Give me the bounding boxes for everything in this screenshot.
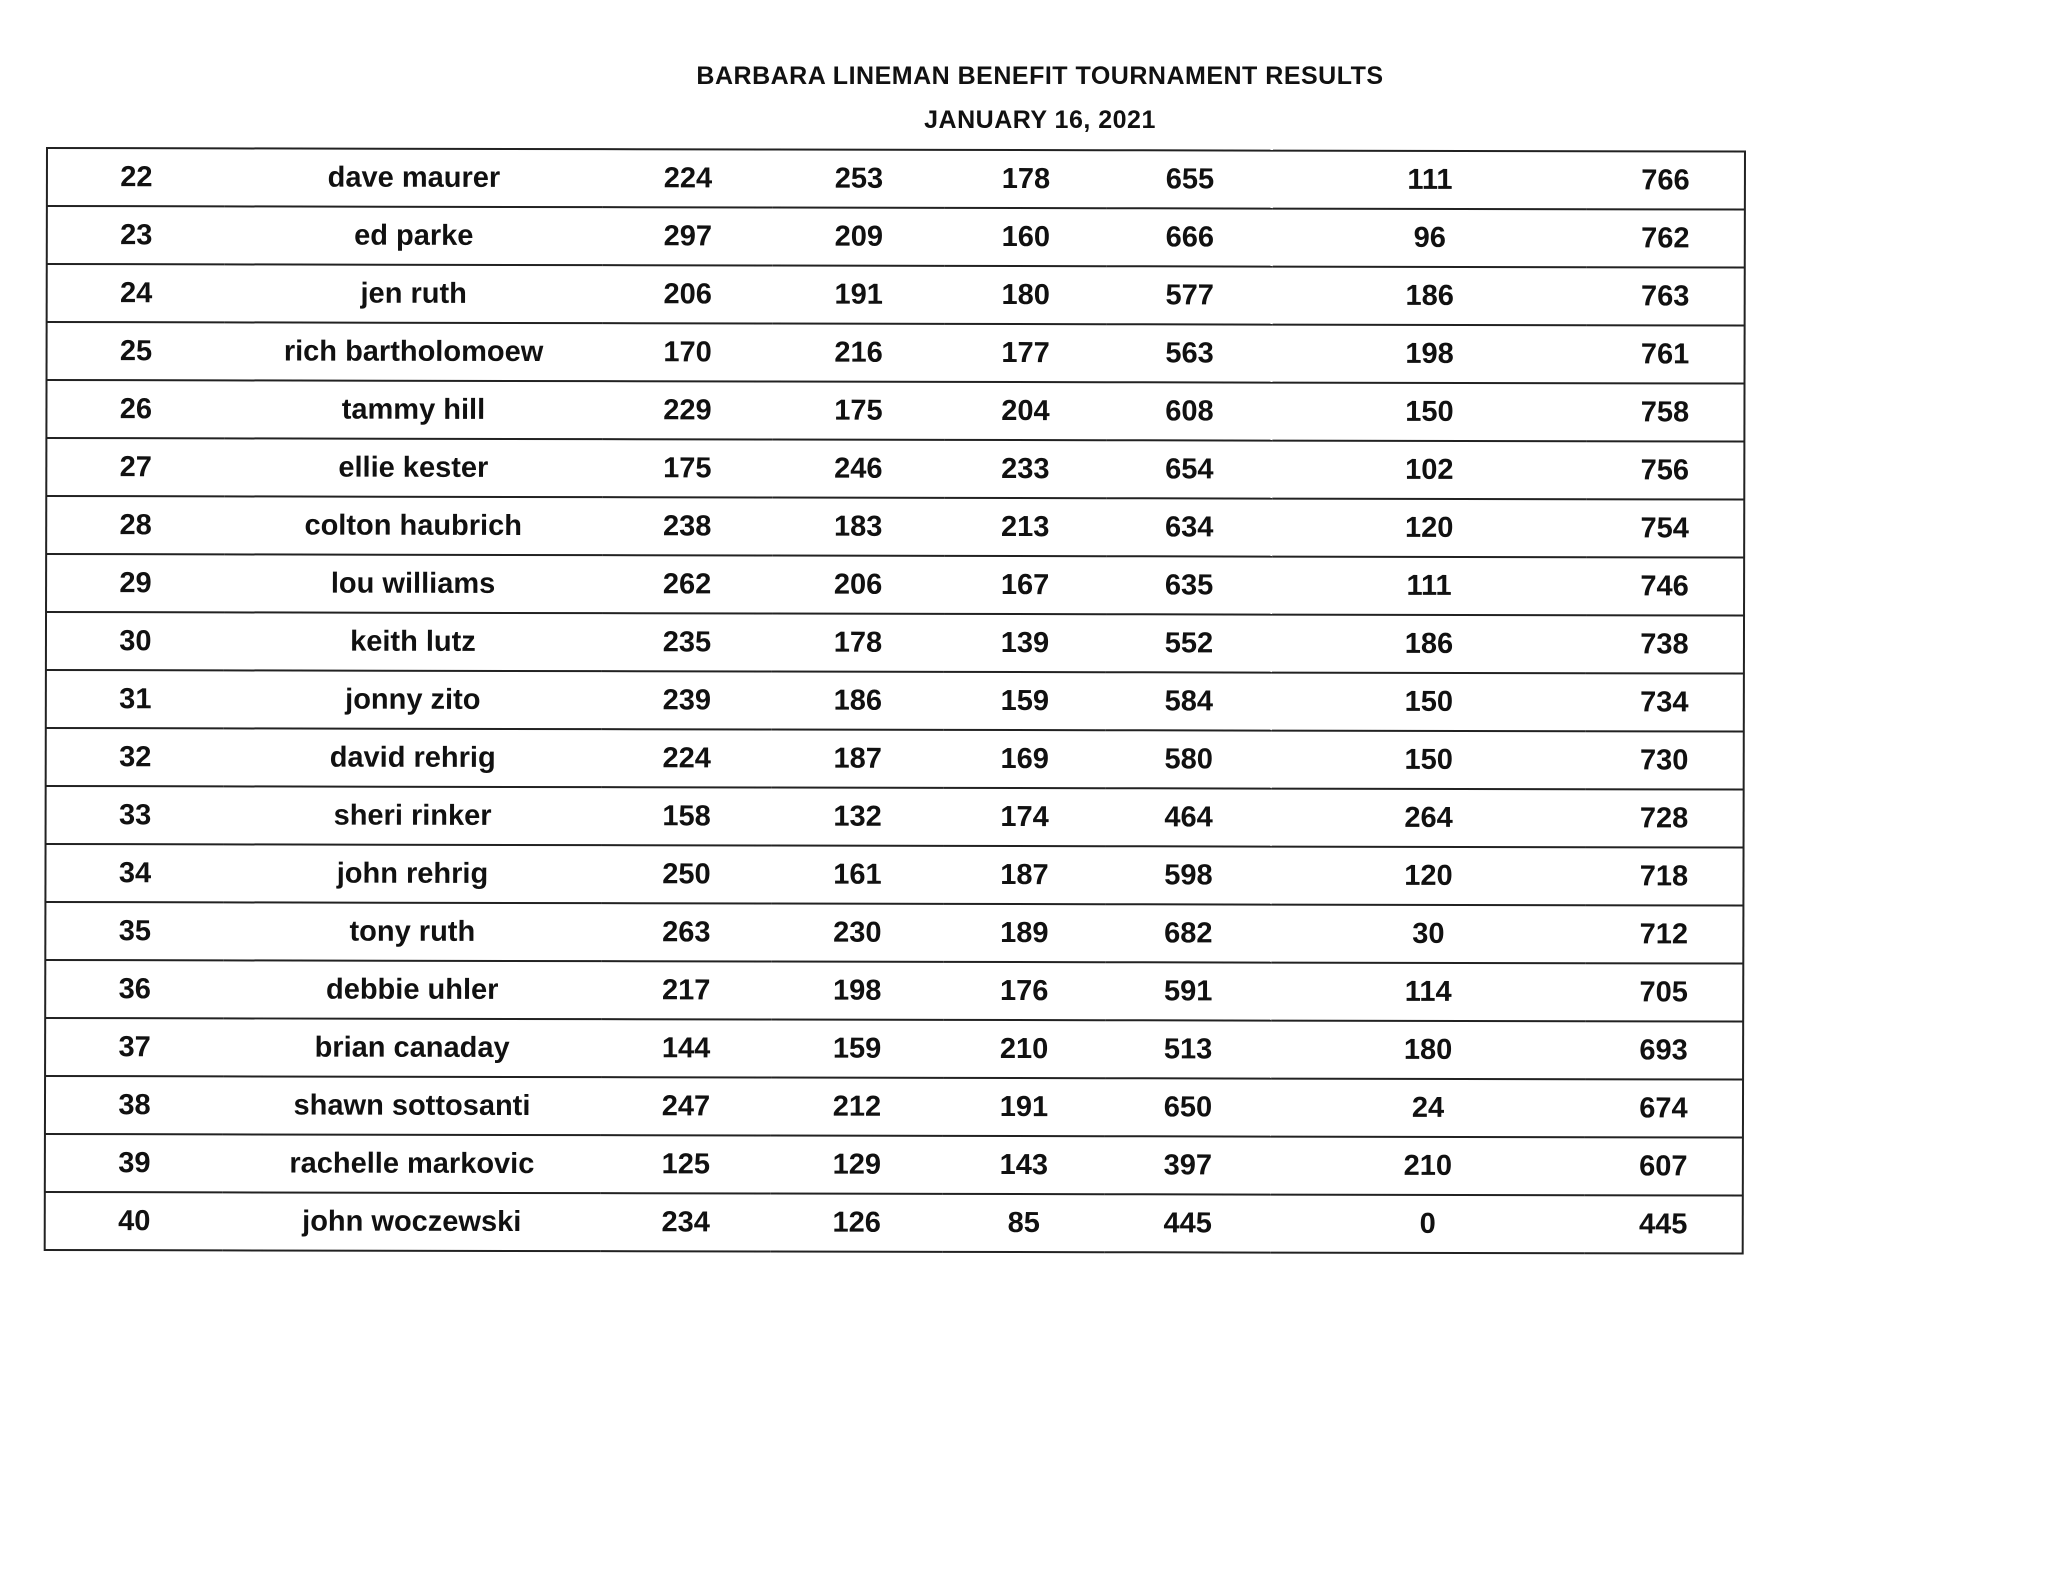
scratch-total-cell: 655 [1107, 150, 1273, 208]
bowler-name-cell: john rehrig [223, 844, 601, 903]
table-row [46, 728, 1744, 790]
bowler-name-cell: ed parke [225, 206, 603, 265]
bowler-name-cell: david rehrig [224, 728, 602, 787]
place-cell: 29 [46, 554, 224, 612]
total-cell: 674 [1585, 1079, 1743, 1137]
scratch-total-cell: 666 [1107, 208, 1273, 266]
game-2-cell: 175 [772, 382, 944, 440]
game-3-cell: 159 [944, 672, 1106, 730]
game-2-cell: 198 [771, 962, 943, 1020]
scratch-total-cell: 608 [1106, 382, 1272, 440]
handicap-cell: 96 [1273, 209, 1587, 268]
bowler-name-cell: jen ruth [225, 264, 603, 323]
total-cell: 445 [1585, 1195, 1743, 1253]
handicap-cell: 150 [1272, 383, 1586, 442]
place-cell: 39 [45, 1134, 223, 1192]
scratch-total-cell: 563 [1107, 324, 1273, 382]
place-cell: 30 [46, 612, 224, 670]
results-table [44, 147, 1746, 1255]
handicap-cell: 150 [1272, 731, 1586, 790]
game-2-cell: 183 [772, 498, 944, 556]
handicap-cell: 111 [1273, 151, 1587, 210]
total-cell: 728 [1586, 789, 1744, 847]
game-3-cell: 160 [945, 208, 1107, 266]
game-2-cell: 206 [772, 556, 944, 614]
game-2-cell: 132 [772, 788, 944, 846]
scratch-total-cell: 654 [1106, 440, 1272, 498]
handicap-cell: 180 [1271, 1021, 1585, 1080]
game-1-cell: 238 [602, 497, 772, 555]
table-row [45, 960, 1743, 1022]
handicap-cell: 111 [1272, 557, 1586, 616]
scratch-total-cell: 552 [1106, 614, 1272, 672]
total-cell: 746 [1586, 557, 1744, 615]
game-2-cell: 212 [771, 1078, 943, 1136]
place-cell: 22 [47, 148, 225, 206]
game-2-cell: 216 [773, 324, 945, 382]
total-cell: 734 [1586, 673, 1744, 731]
place-cell: 32 [46, 728, 224, 786]
game-2-cell: 191 [773, 266, 945, 324]
game-2-cell: 126 [771, 1194, 943, 1252]
game-1-cell: 175 [602, 439, 772, 497]
game-1-cell: 170 [603, 323, 773, 381]
scratch-total-cell: 464 [1106, 788, 1272, 846]
game-2-cell: 161 [771, 846, 943, 904]
total-cell: 758 [1586, 383, 1744, 441]
handicap-cell: 198 [1273, 325, 1587, 384]
game-2-cell: 230 [771, 904, 943, 962]
table-row [47, 264, 1745, 326]
game-2-cell: 187 [772, 730, 944, 788]
game-1-cell: 263 [601, 903, 771, 961]
game-2-cell: 253 [773, 150, 945, 208]
game-2-cell: 178 [772, 614, 944, 672]
game-1-cell: 144 [601, 1019, 771, 1077]
place-cell: 26 [46, 380, 224, 438]
game-3-cell: 210 [943, 1020, 1105, 1078]
bowler-name-cell: lou williams [224, 554, 602, 613]
game-2-cell: 129 [771, 1136, 943, 1194]
bowler-name-cell: tony ruth [223, 902, 601, 961]
scratch-total-cell: 635 [1106, 556, 1272, 614]
game-3-cell: 143 [943, 1136, 1105, 1194]
game-3-cell: 233 [944, 440, 1106, 498]
handicap-cell: 186 [1273, 267, 1587, 326]
total-cell: 756 [1586, 441, 1744, 499]
scratch-total-cell: 634 [1106, 498, 1272, 556]
place-cell: 34 [45, 844, 223, 902]
handicap-cell: 264 [1272, 789, 1586, 848]
handicap-cell: 0 [1271, 1195, 1585, 1254]
place-cell: 25 [47, 322, 225, 380]
place-cell: 24 [47, 264, 225, 322]
scratch-total-cell: 584 [1106, 672, 1272, 730]
game-1-cell: 297 [603, 207, 773, 265]
place-cell: 23 [47, 206, 225, 264]
place-cell: 33 [46, 786, 224, 844]
game-2-cell: 209 [773, 208, 945, 266]
place-cell: 27 [46, 438, 224, 496]
game-3-cell: 177 [945, 324, 1107, 382]
bowler-name-cell: rich bartholomoew [225, 322, 603, 381]
scratch-total-cell: 513 [1105, 1020, 1271, 1078]
scratch-total-cell: 577 [1107, 266, 1273, 324]
scratch-total-cell: 580 [1106, 730, 1272, 788]
scratch-total-cell: 650 [1105, 1078, 1271, 1136]
handicap-cell: 30 [1271, 905, 1585, 964]
game-1-cell: 239 [602, 671, 772, 729]
place-cell: 28 [46, 496, 224, 554]
game-1-cell: 224 [602, 729, 772, 787]
bowler-name-cell: brian canaday [223, 1018, 601, 1077]
total-cell: 607 [1585, 1137, 1743, 1195]
document-date: JANUARY 16, 2021 [924, 106, 1156, 134]
bowler-name-cell: john woczewski [223, 1192, 601, 1251]
handicap-cell: 210 [1271, 1137, 1585, 1196]
game-3-cell: 187 [943, 846, 1105, 904]
game-3-cell: 167 [944, 556, 1106, 614]
bowler-name-cell: sheri rinker [224, 786, 602, 845]
table-row [47, 148, 1745, 210]
game-3-cell: 204 [944, 382, 1106, 440]
total-cell: 693 [1585, 1021, 1743, 1079]
bowler-name-cell: rachelle markovic [223, 1134, 601, 1193]
bowler-name-cell: colton haubrich [224, 496, 602, 555]
game-1-cell: 217 [601, 961, 771, 1019]
handicap-cell: 120 [1272, 499, 1586, 558]
bowler-name-cell: shawn sottosanti [223, 1076, 601, 1135]
handicap-cell: 114 [1271, 963, 1585, 1022]
handicap-cell: 150 [1272, 673, 1586, 732]
game-3-cell: 213 [944, 498, 1106, 556]
table-row [45, 1018, 1743, 1080]
table-row [47, 206, 1745, 268]
table-row [46, 554, 1744, 616]
table-row [45, 1134, 1743, 1196]
game-1-cell: 250 [601, 845, 771, 903]
bowler-name-cell: jonny zito [224, 670, 602, 729]
game-1-cell: 158 [602, 787, 772, 845]
table-row [46, 380, 1744, 442]
game-2-cell: 159 [771, 1020, 943, 1078]
game-1-cell: 234 [601, 1193, 771, 1251]
table-row [45, 844, 1743, 906]
total-cell: 705 [1585, 963, 1743, 1021]
game-2-cell: 246 [772, 440, 944, 498]
table-row [46, 438, 1744, 500]
game-1-cell: 262 [602, 555, 772, 613]
game-3-cell: 139 [944, 614, 1106, 672]
bowler-name-cell: keith lutz [224, 612, 602, 671]
bowler-name-cell: debbie uhler [223, 960, 601, 1019]
total-cell: 762 [1587, 209, 1745, 267]
place-cell: 31 [46, 670, 224, 728]
game-3-cell: 176 [943, 962, 1105, 1020]
game-3-cell: 174 [944, 788, 1106, 846]
game-1-cell: 235 [602, 613, 772, 671]
table-row [45, 1192, 1743, 1254]
game-1-cell: 224 [603, 149, 773, 207]
game-3-cell: 191 [943, 1078, 1105, 1136]
total-cell: 763 [1587, 267, 1745, 325]
handicap-cell: 186 [1272, 615, 1586, 674]
handicap-cell: 120 [1271, 847, 1585, 906]
game-1-cell: 206 [603, 265, 773, 323]
total-cell: 761 [1587, 325, 1745, 383]
handicap-cell: 24 [1271, 1079, 1585, 1138]
scratch-total-cell: 598 [1105, 846, 1271, 904]
total-cell: 718 [1585, 847, 1743, 905]
scratch-total-cell: 445 [1105, 1194, 1271, 1252]
game-3-cell: 178 [945, 150, 1107, 208]
table-row [45, 902, 1743, 964]
bowler-name-cell: dave maurer [225, 148, 603, 207]
place-cell: 35 [45, 902, 223, 960]
game-1-cell: 229 [602, 381, 772, 439]
game-1-cell: 125 [601, 1135, 771, 1193]
scratch-total-cell: 397 [1105, 1136, 1271, 1194]
total-cell: 754 [1586, 499, 1744, 557]
game-3-cell: 85 [943, 1194, 1105, 1252]
results-table-body [45, 148, 1745, 1254]
table-row [46, 496, 1744, 558]
table-row [45, 1076, 1743, 1138]
total-cell: 712 [1585, 905, 1743, 963]
document-title: BARBARA LINEMAN BENEFIT TOURNAMENT RESULTS [696, 62, 1384, 90]
game-3-cell: 169 [944, 730, 1106, 788]
scratch-total-cell: 591 [1105, 962, 1271, 1020]
game-1-cell: 247 [601, 1077, 771, 1135]
place-cell: 38 [45, 1076, 223, 1134]
place-cell: 36 [45, 960, 223, 1018]
table-row [46, 786, 1744, 848]
game-2-cell: 186 [772, 672, 944, 730]
table-row [47, 322, 1745, 384]
game-3-cell: 189 [943, 904, 1105, 962]
total-cell: 730 [1586, 731, 1744, 789]
total-cell: 738 [1586, 615, 1744, 673]
total-cell: 766 [1587, 151, 1745, 209]
handicap-cell: 102 [1272, 441, 1586, 500]
table-row [46, 670, 1744, 732]
place-cell: 37 [45, 1018, 223, 1076]
bowler-name-cell: tammy hill [224, 380, 602, 439]
game-3-cell: 180 [945, 266, 1107, 324]
table-row [46, 612, 1744, 674]
place-cell: 40 [45, 1192, 223, 1250]
bowler-name-cell: ellie kester [224, 438, 602, 497]
scratch-total-cell: 682 [1105, 904, 1271, 962]
